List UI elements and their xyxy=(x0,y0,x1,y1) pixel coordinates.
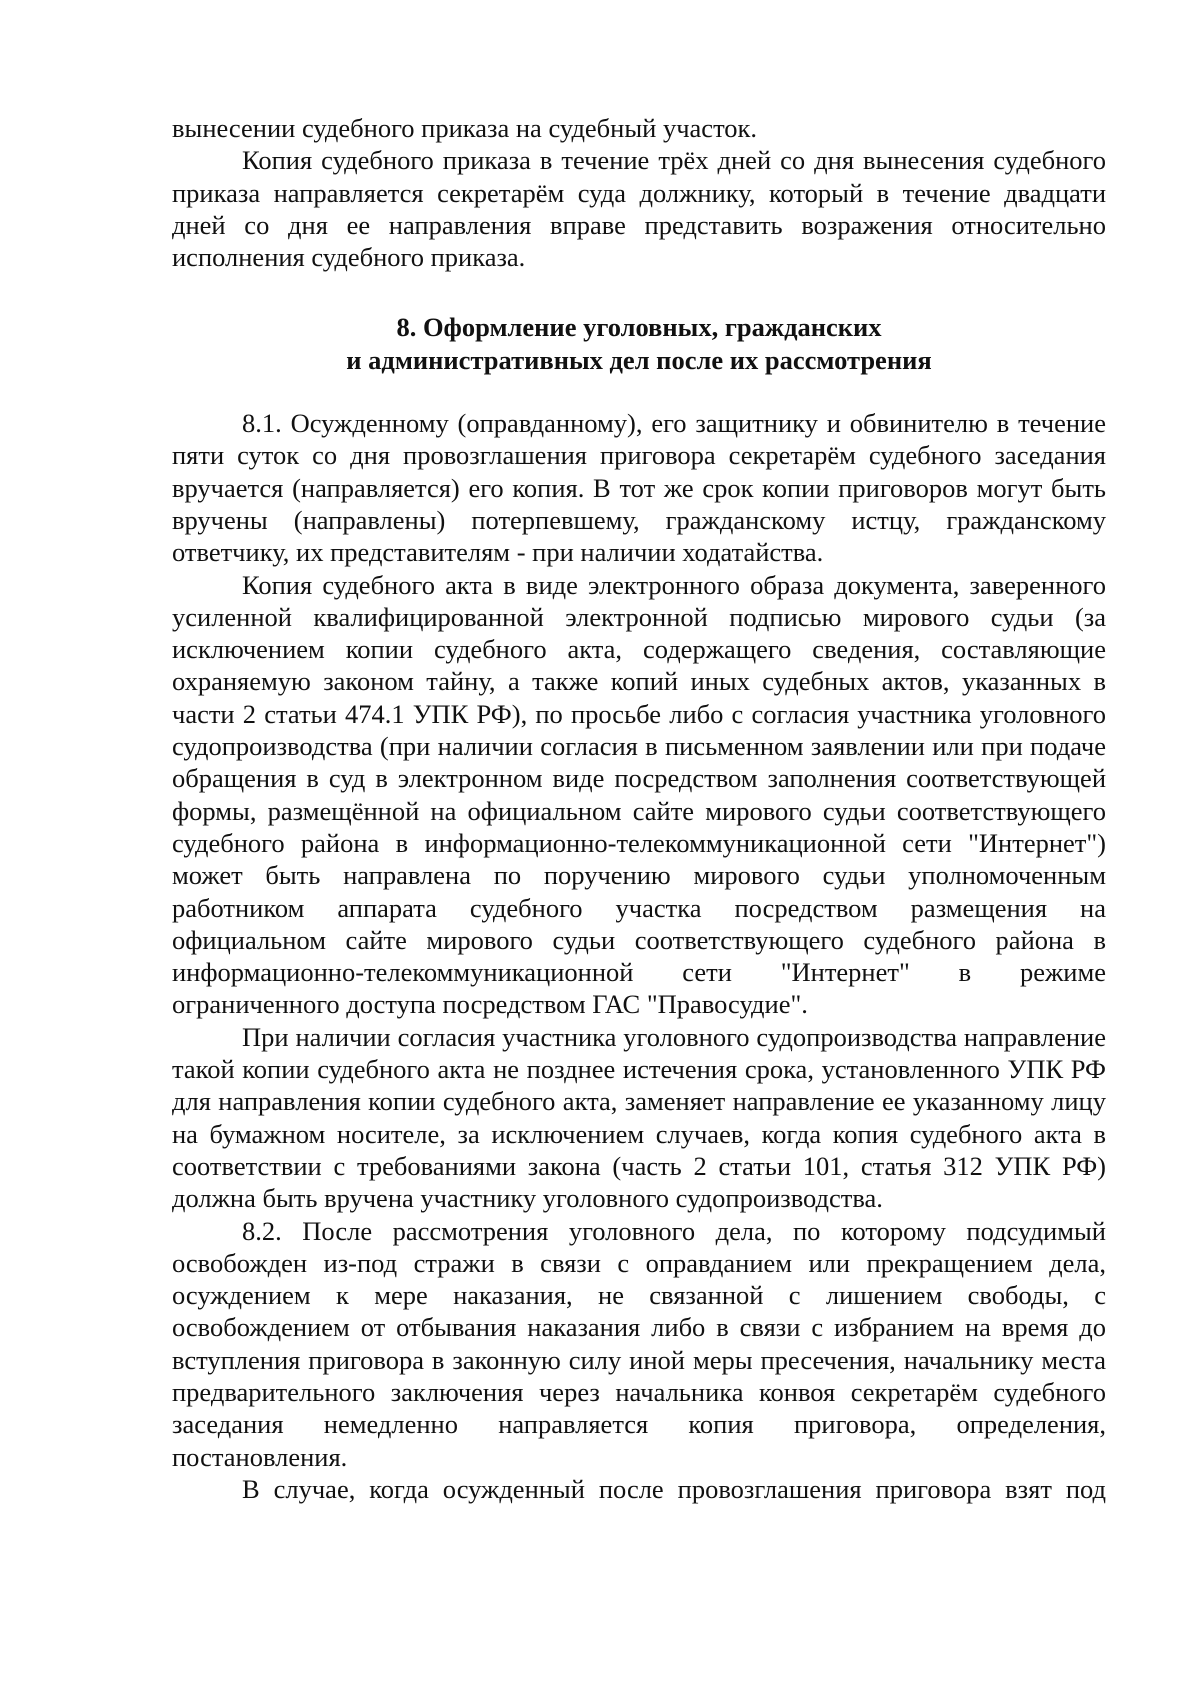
section-heading-line-1: 8. Оформление уголовных, гражданских xyxy=(396,312,882,343)
paragraph-continued: В случае, когда осужденный после провозглашения приговора взят под xyxy=(242,1473,1106,1504)
paragraph-electronic-copy: Копия судебного акта в виде электронного образа документа, заверенного усиленной квалифицированной электронной подписью мирового судьи (за исключением копии судебного акта, содержащего сведения, составляющие охраняемую законом тайну, а также копий иных судебных актов, указанных в части 2 статьи 474.1 УПК РФ), по просьбе либо с согласия участника уголовного судопроизводства (при наличии согласия в письменном заявлении или при подаче обращения в суд в электронном виде посредством заполнения соответствующей формы, размещённой на официальном сайте мирового судьи соответствующего судебного района в информационно-телекоммуникационной сети "Интернет") может быть направлена по поручению мирового судьи уполномоченным работником аппарата судебного участка посредством размещения на официальном сайте мирового судьи соответствующего судебного района в информационно-телекоммуникационной сети "Интернет" в режиме ограниченного доступа посредством ГАС "Правосудие". xyxy=(172,569,1106,1020)
section-heading xyxy=(172,311,1106,376)
document-body xyxy=(172,112,1106,1505)
paragraph-8-1: 8.1. Осужденному (оправданному), его защитнику и обвинителю в течение пяти суток со дня провозглашения приговора секретарём судебного заседания вручается (направляется) его копия. В тот же срок копии приговоров могут быть вручены (направлены) потерпевшему, гражданскому истцу, гражданскому ответчику, их представителям - при наличии ходатайства. xyxy=(172,408,1106,568)
paragraph-consent: При наличии согласия участника уголовного судопроизводства направление такой копии судебного акта не позднее истечения срока, установленного УПК РФ для направления копии судебного акта, заменяет направление ее указанному лицу на бумажном носителе, за исключением случаев, когда копия судебного акта в соответствии с требованиями закона (часть 2 статьи 101, статья 312 УПК РФ) должна быть вручена участнику уголовного судопроизводства. xyxy=(172,1021,1106,1214)
intro-continuation: вынесении судебного приказа на судебный участок. xyxy=(172,113,758,143)
intro-paragraph: Копия судебного приказа в течение трёх дней со дня вынесения судебного приказа направляется секретарём суда должнику, который в течение двадцати дней со дня ее направления вправе представить возражения относительно исполнения судебного приказа. xyxy=(172,145,1106,273)
paragraph-8-2: 8.2. После рассмотрения уголовного дела, по которому подсудимый освобожден из-под стражи в связи с оправданием или прекращением дела, осуждением к мере наказания, не связанной с лишением свободы, с освобождением от отбывания наказания либо в связи с избранием на время до вступления приговора в законную силу иной меры пресечения, начальнику места предварительного заключения через начальника конвоя секретарём судебного заседания немедленно направляется копия приговора, определения, постановления. xyxy=(172,1215,1106,1472)
section-heading-line-2: и административных дел после их рассмотрения xyxy=(346,344,932,375)
